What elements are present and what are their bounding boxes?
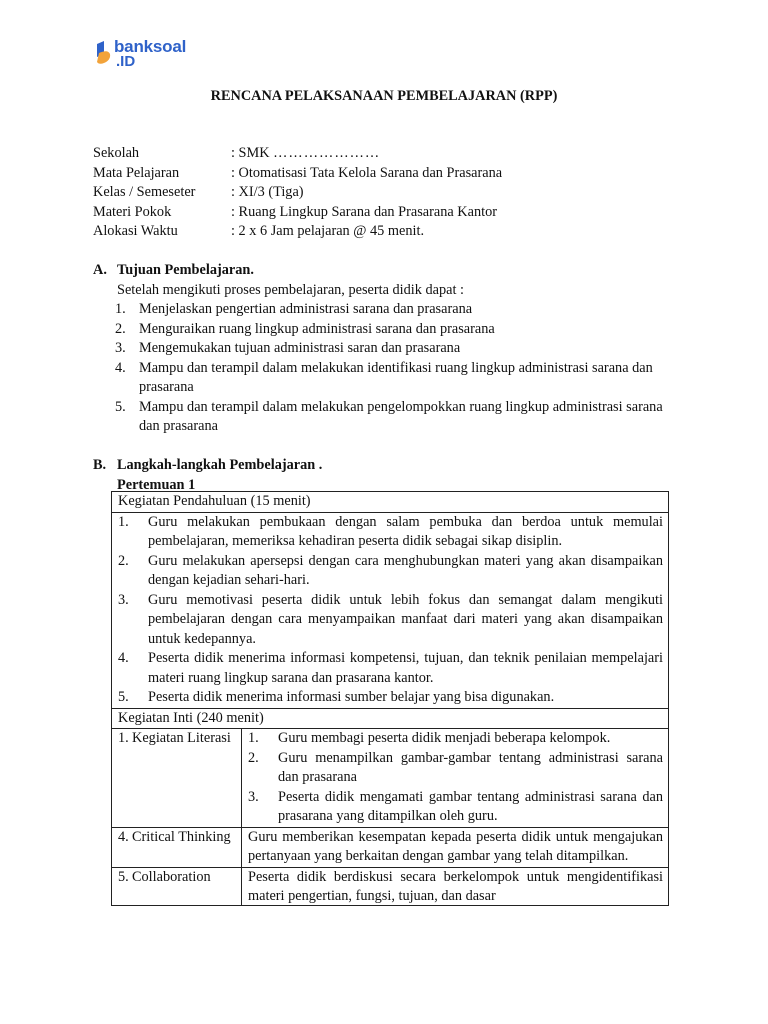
activity-text: Peserta didik berdiskusi secara berkelompok untuk mengidentifikasi materi pengertian, fungsi, tujuan, dan dasar [248, 868, 663, 904]
info-label: Mata Pelajaran [93, 164, 180, 181]
list-item [248, 729, 663, 749]
list-item [118, 649, 663, 688]
list-item [248, 788, 663, 827]
activity-name: Critical Thinking [132, 828, 231, 845]
item-text: Peserta didik mengamati gambar tentang administrasi sarana dan prasarana yang ditampilkan oleh guru. [278, 788, 663, 824]
identity-block [93, 144, 502, 242]
item-text: Peserta didik menerima informasi kompetensi, tujuan, dan teknik penilaian mempelajari materi ruang lingkup sarana dan prasarana kantor. [148, 650, 663, 686]
pendahuluan-list [118, 513, 663, 708]
item-number: 3. [118, 591, 129, 608]
section-letter: A. [93, 262, 107, 278]
table-row [112, 512, 669, 708]
section-heading [93, 261, 678, 281]
langkah-table [111, 491, 669, 906]
table-row [112, 729, 669, 828]
activity-label [118, 828, 236, 848]
list-item [93, 300, 678, 320]
table-row [112, 492, 669, 513]
item-text: Guru melakukan pembukaan dengan salam pembuka dan berdoa untuk memulai pembelajaran, memeriksa kehadiran peserta didik sebagai sikap disiplin. [148, 513, 663, 549]
item-text: Menjelaskan pengertian administrasi sarana dan prasarana [139, 301, 473, 317]
list-item [93, 320, 678, 340]
inti-header: Kegiatan Inti (240 menit) [112, 708, 669, 729]
section-heading [93, 456, 678, 476]
literasi-list [248, 729, 663, 827]
document-title: RENCANA PELAKSANAAN PEMBELAJARAN (RPP) [210, 88, 558, 104]
activity-name: Kegiatan Literasi [132, 730, 231, 746]
item-number: 4. [115, 359, 126, 376]
item-number: 4. [118, 650, 129, 666]
item-text: Mengemukakan tujuan administrasi saran dan prasarana [139, 340, 461, 356]
logo-text-domain: .ID [116, 53, 136, 70]
activity-label-cell [112, 729, 242, 828]
section-letter: B. [93, 457, 107, 473]
activity-label-cell [112, 867, 242, 905]
pendahuluan-cell [112, 512, 669, 708]
tujuan-list [93, 300, 678, 437]
info-dots: ………………… [273, 145, 381, 161]
table-row [112, 827, 669, 867]
list-item [248, 749, 663, 788]
section-title: Langkah-langkah Pembelajaran . [117, 457, 323, 473]
info-row-kelas [93, 183, 502, 203]
pendahuluan-header: Kegiatan Pendahuluan (15 menit) [112, 492, 669, 513]
item-number: 5. [115, 398, 126, 415]
item-text: Mampu dan terampil dalam melakukan identifikasi ruang lingkup administrasi sarana dan prasarana [139, 359, 653, 395]
section-langkah [93, 456, 678, 495]
section-intro: Setelah mengikuti proses pembelajaran, peserta didik dapat : [117, 281, 464, 298]
section-tujuan [93, 261, 678, 437]
list-item [93, 339, 678, 359]
logo-text-brand: banksoal [114, 37, 187, 56]
activity-label [118, 729, 236, 749]
item-text: Mampu dan terampil dalam melakukan pengelompokkan ruang lingkup administrasi sarana dan prasarana [139, 398, 663, 434]
item-text: Guru melakukan apersepsi dengan cara menghubungkan materi yang akan disampaikan dengan kejadian sehari-hari. [148, 552, 663, 588]
item-number: 1. [115, 301, 126, 317]
banksoal-logo [94, 38, 204, 72]
list-item [118, 552, 663, 591]
item-number: 3. [115, 340, 126, 356]
item-number: 2. [115, 320, 126, 337]
list-item [93, 398, 678, 437]
activity-number: 1. [118, 730, 129, 746]
list-item [93, 359, 678, 398]
item-number: 2. [248, 749, 259, 766]
list-item [118, 513, 663, 552]
table-row [112, 708, 669, 729]
info-value: : Ruang Lingkup Sarana dan Prasarana Kantor [231, 203, 498, 220]
activity-content-cell [242, 729, 669, 828]
item-text: Guru memotivasi peserta didik untuk lebih fokus dan semangat dalam mengikuti pembelajaran dengan cara menyampaikan manfaat dari materi yang akan disampaikan untuk kedepannya. [148, 591, 663, 647]
item-text: Menguraikan ruang lingkup administrasi sarana dan prasarana [139, 320, 495, 337]
info-value: : SMK [231, 145, 270, 161]
info-row-materi [93, 203, 502, 223]
item-number: 5. [118, 689, 129, 705]
info-label: Sekolah [93, 145, 140, 161]
table-row [112, 867, 669, 905]
item-text: Guru menampilkan gambar-gambar tentang administrasi sarana dan prasarana [278, 749, 663, 785]
activity-label [118, 868, 236, 888]
meeting-label: Pertemuan 1 [117, 476, 196, 493]
info-value: : XI/3 (Tiga) [231, 184, 304, 200]
info-row-mata-pelajaran [93, 164, 502, 184]
info-value: : Otomatisasi Tata Kelola Sarana dan Prasarana [231, 164, 503, 181]
activity-number: 5. [118, 868, 129, 885]
logo-mark-icon [94, 40, 112, 66]
item-number: 1. [248, 730, 259, 746]
item-number: 2. [118, 552, 129, 569]
activity-name: Collaboration [132, 868, 211, 885]
activity-content-cell: Guru memberikan kesempatan kepada peserta didik untuk mengajukan pertanyaan yang berkaitan dengan gambar yang telah ditampilkan. [242, 827, 669, 867]
info-row-sekolah [93, 144, 502, 164]
section-title: Tujuan Pembelajaran. [117, 262, 254, 278]
list-item [118, 688, 663, 708]
activity-content-cell [242, 867, 669, 905]
info-value: : 2 x 6 Jam pelajaran @ 45 menit. [231, 223, 425, 239]
item-number: 1. [118, 513, 129, 530]
activity-label-cell [112, 827, 242, 867]
info-label: Materi Pokok [93, 203, 172, 220]
item-text: Guru membagi peserta didik menjadi beberapa kelompok. [278, 730, 611, 746]
item-number: 3. [248, 788, 259, 805]
info-label: Kelas / Semeseter [93, 184, 196, 200]
item-text: Peserta didik menerima informasi sumber belajar yang bisa digunakan. [148, 689, 555, 705]
activity-number: 4. [118, 828, 129, 845]
info-row-alokasi [93, 222, 502, 242]
info-label: Alokasi Waktu [93, 223, 178, 239]
list-item [118, 591, 663, 650]
